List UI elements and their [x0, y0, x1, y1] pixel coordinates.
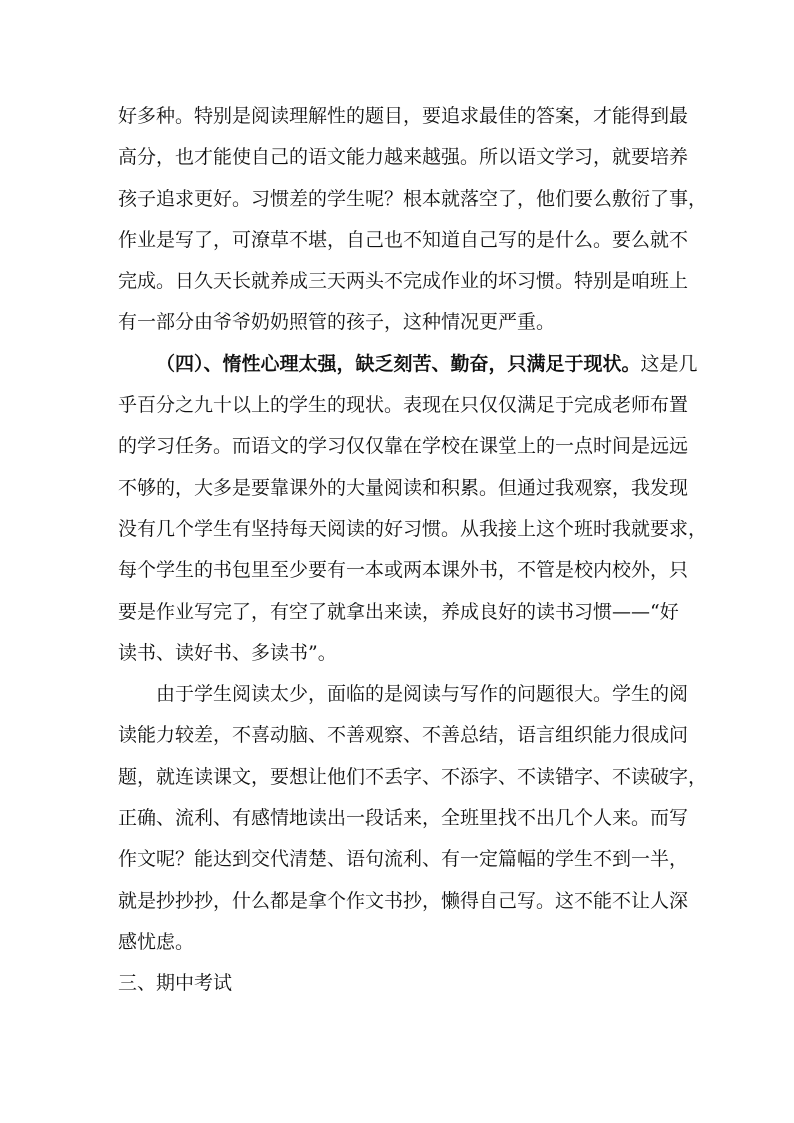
paragraph-3	[118, 674, 708, 963]
paragraph-1	[118, 96, 708, 344]
text-line: 作文呢？能达到交代清楚、语句流利、有一定篇幅的学生不到一半，	[118, 848, 689, 871]
text-line: 每个学生的书包里至少要有一本或两本课外书，不管是校内校外，只	[118, 559, 689, 582]
text-line: 好多种。特别是阅读理解性的题目，要追求最佳的答案，才能得到最	[118, 105, 689, 127]
text-fragment: 这是几	[640, 352, 698, 375]
text-line: 完成。日久天长就养成三天两头不完成作业的坏习惯。特别是咱班上	[118, 270, 689, 293]
text-line: 感忧虑。	[118, 930, 195, 953]
paragraph-2	[118, 344, 708, 674]
text-line: 正确、流利、有感情地读出一段话来，全班里找不出几个人来。而写	[118, 807, 689, 830]
text-line: 由于学生阅读太少，面临的是阅读与写作的问题很大。学生的阅	[156, 683, 689, 706]
text-line: 作业是写了，可潦草不堪，自己也不知道自己写的是什么。要么就不	[118, 228, 689, 251]
text-line: 没有几个学生有坚持每天阅读的好习惯。从我接上这个班时我就要求，	[118, 517, 708, 540]
text-line: 就是抄抄抄，什么都是拿个作文书抄，懒得自己写。这不能不让人深	[118, 889, 689, 912]
text-line: 要是作业写完了，有空了就拿出来读，养成良好的读书习惯——“好	[118, 600, 679, 623]
text-line: 读书、读好书、多读书”。	[118, 641, 337, 664]
text-line: 读能力较差，不喜动脑、不善观察、不善总结，语言组织能力很成问	[118, 724, 689, 747]
document-body	[118, 96, 708, 1005]
text-line: 的学习任务。而语文的学习仅仅靠在学校在课堂上的一点时间是远远	[118, 435, 689, 458]
section-heading: 三、期中考试	[118, 972, 233, 995]
text-line: 题，就连读课文，要想让他们不丢字、不添字、不读错字、不读破字，	[118, 765, 708, 788]
text-line: 高分，也才能使自己的语文能力越来越强。所以语文学习，就要培养	[118, 146, 689, 169]
paragraph-2-first-line	[118, 344, 698, 385]
text-line: 孩子追求更好。习惯差的学生呢？根本就落空了，他们要么敷衍了事，	[118, 187, 708, 210]
bold-subheading: （四）、惰性心理太强，缺乏刻苦、勤奋，只满足于现状。	[156, 352, 641, 375]
text-line: 有一部分由爷爷奶奶照管的孩子，这种情况更严重。	[118, 311, 556, 334]
text-line: 乎百分之九十以上的学生的现状。表现在只仅仅满足于完成老师布置	[118, 394, 689, 417]
text-line: 不够的，大多是要靠课外的大量阅读和积累。但通过我观察，我发现	[118, 476, 689, 499]
